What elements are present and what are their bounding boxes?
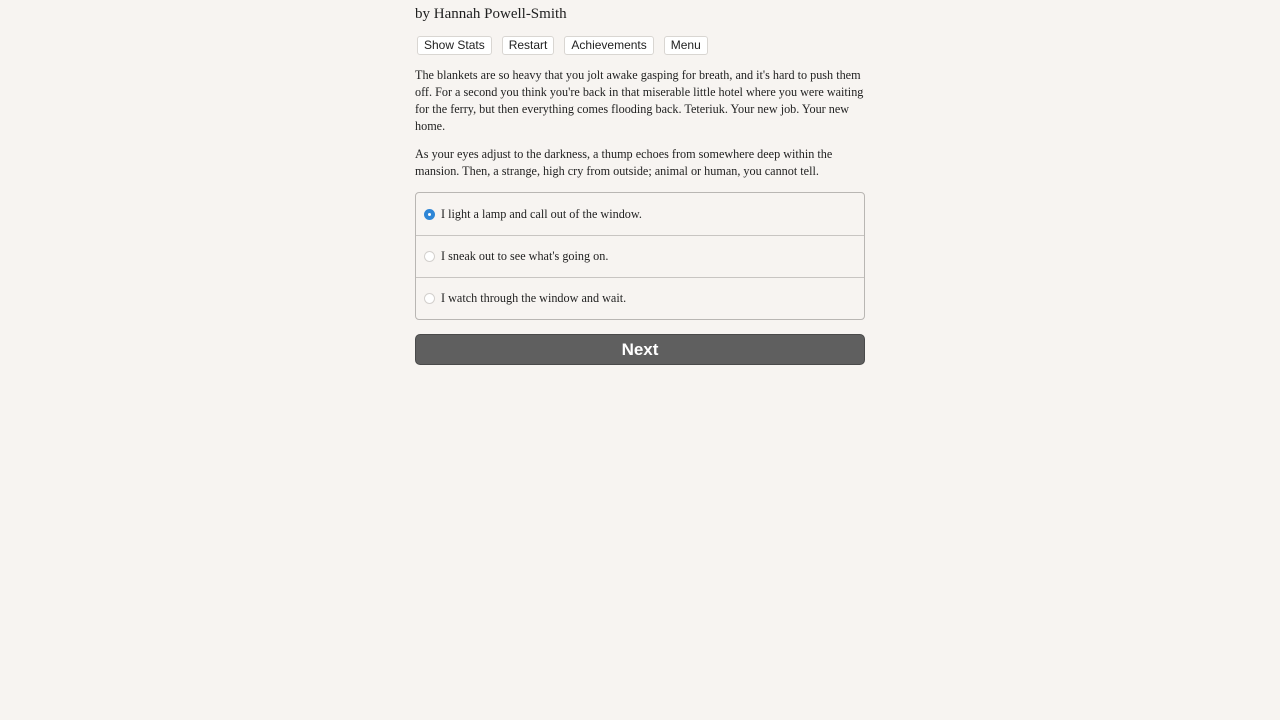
radio-button-icon[interactable] (424, 251, 435, 262)
choice-label: I watch through the window and wait. (441, 291, 627, 305)
restart-button[interactable]: Restart (502, 36, 555, 55)
choice-list (415, 192, 865, 320)
toolbar (417, 36, 718, 55)
next-button[interactable]: Next (415, 334, 865, 365)
choice-option-2[interactable] (416, 235, 864, 277)
author-byline: by Hannah Powell-Smith (415, 6, 567, 22)
choice-option-1[interactable] (416, 193, 864, 235)
story-text (415, 67, 865, 191)
show-stats-button[interactable]: Show Stats (417, 36, 492, 55)
story-paragraph: The blankets are so heavy that you jolt awake gasping for breath, and it's hard to push them off. For a second you think you're back in that miserable little hotel where you were waiting for the ferry, but then everything comes flooding back. Teteriuk. Your new job. Your new home. (415, 68, 864, 133)
achievements-button[interactable]: Achievements (564, 36, 653, 55)
choice-option-3[interactable] (416, 277, 864, 319)
story-paragraph: As your eyes adjust to the darkness, a thump echoes from somewhere deep within the mansion. Then, a strange, high cry from outside; animal or human, you cannot tell. (415, 147, 833, 178)
radio-button-icon[interactable] (424, 209, 435, 220)
menu-button[interactable]: Menu (664, 36, 708, 55)
radio-button-icon[interactable] (424, 293, 435, 304)
choice-label: I light a lamp and call out of the window. (441, 206, 642, 221)
choice-label: I sneak out to see what's going on. (441, 249, 609, 263)
